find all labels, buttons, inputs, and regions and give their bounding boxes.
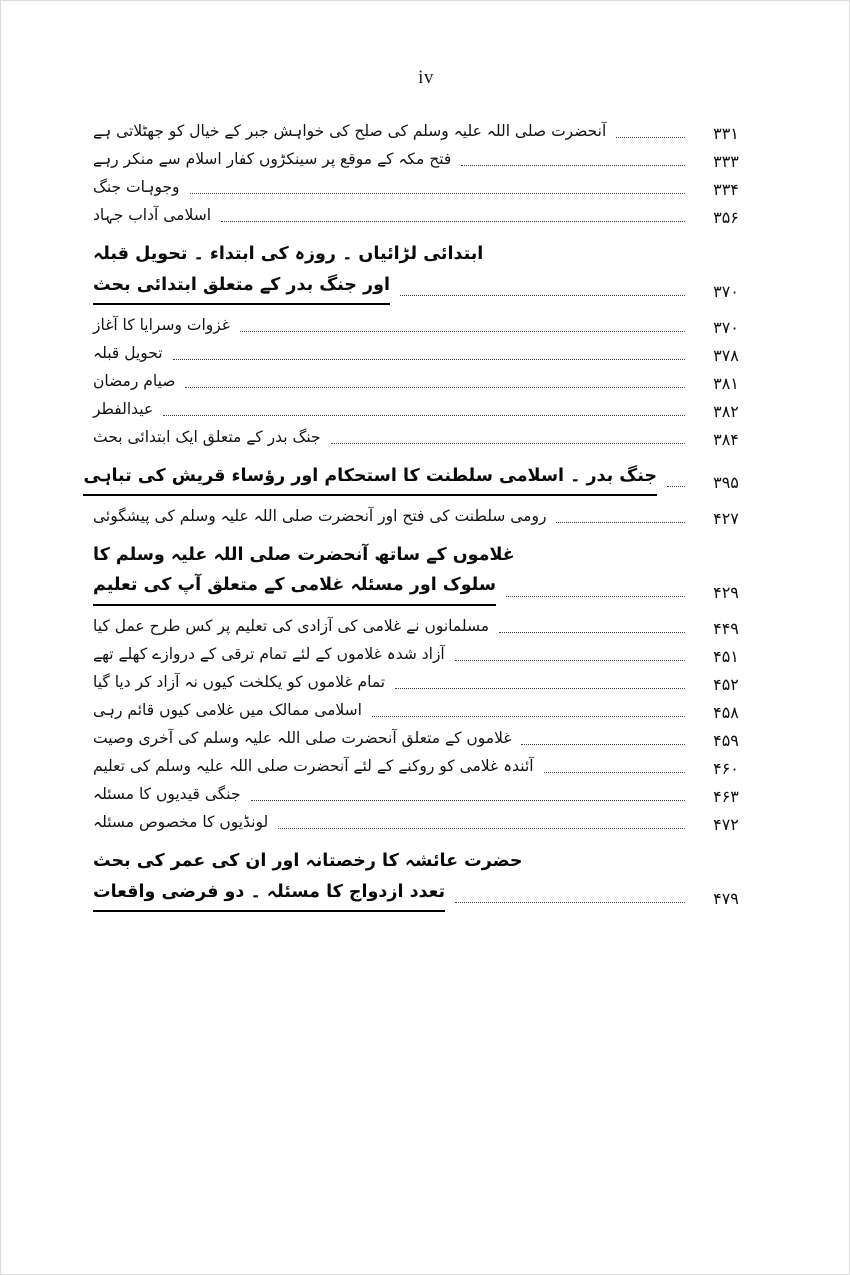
toc-heading-page-number: ۴۲۹ [713, 582, 739, 602]
toc-heading-text: اور جنگ بدر کے متعلق ابتدائی بحث [93, 270, 390, 305]
dot-leader [455, 901, 685, 903]
toc-entry-page-number: ۴۴۹ [713, 618, 739, 638]
toc-heading-line-2 [93, 570, 757, 605]
dot-leader [240, 330, 685, 332]
toc-heading-text: جنگ بدر ۔ اسلامی سلطنت کا استحکام اور رؤساء قریش کی تباہی [83, 461, 657, 496]
toc-entry-page-number: ۴۶۳ [713, 787, 739, 807]
toc-entry-title: غزوات وسرایا کا آغاز [93, 315, 230, 334]
toc-entry-title: اسلامی ممالک میں غلامی کیوں قائم رہی [93, 700, 362, 719]
toc-entry-title: فتح مکہ کے موقع پر سینکڑوں کفار اسلام سے منکر رہے [93, 150, 452, 169]
toc-entry-title: لونڈیوں کا مخصوص مسئلہ [93, 813, 269, 832]
toc-entry-page-number: ۴۷۲ [713, 815, 739, 835]
toc-entry-title: آنحضرت صلی اللہ علیہ وسلم کی صلح کی خواہش جبر کے خیال کو جھٹلاتی ہے [93, 122, 607, 140]
dot-leader [616, 136, 685, 138]
toc-entry-row[interactable] [93, 397, 757, 423]
toc-entry-row[interactable] [93, 670, 757, 696]
toc-entry-row[interactable] [93, 642, 757, 668]
toc-entry-title: وجوہات جنگ [93, 178, 180, 197]
toc-entry-page-number: ۴۵۹ [713, 731, 739, 751]
toc-entry-page-number: ۳۸۱ [713, 373, 739, 393]
dot-leader [221, 220, 685, 222]
toc-entry-row[interactable] [93, 614, 757, 640]
toc-entry-row[interactable] [93, 754, 757, 780]
toc-entry-page-number: ۳۸۴ [713, 430, 739, 450]
toc-entry-title: مسلمانوں نے غلامی کی آزادی کی تعلیم پر کس طرح عمل کیا [93, 616, 490, 635]
toc-entry-title: اسلامی آداب جہاد [93, 206, 212, 225]
toc-entry-title: تحویل قبلہ [93, 343, 163, 362]
toc-entry-title: تمام غلاموں کو یکلخت کیوں نہ آزاد کر دیا گیا [93, 672, 386, 691]
toc-entry-row[interactable] [93, 313, 757, 339]
toc-heading-line-2 [93, 877, 757, 912]
toc-heading-page-number: ۴۷۹ [713, 888, 739, 908]
dot-leader [251, 799, 685, 801]
toc-section-heading[interactable] [93, 239, 757, 304]
dot-leader [331, 442, 685, 444]
toc-entry-page-number: ۳۳۱ [713, 124, 739, 144]
toc-heading-line-2 [83, 461, 757, 496]
toc-entry-row[interactable] [93, 119, 757, 145]
dot-leader [506, 595, 685, 597]
page-folio-number: iv [418, 67, 434, 88]
toc-entry-page-number: ۳۷۸ [713, 345, 739, 365]
dot-leader [190, 192, 685, 194]
toc-entry-title: جنگ بدر کے متعلق ایک ابتدائی بحث [93, 428, 321, 447]
toc-heading-page-number: ۳۷۰ [713, 281, 739, 301]
toc-heading-line-1 [31, 540, 757, 570]
dot-leader [400, 294, 685, 296]
toc-entry-page-number: ۳۵۶ [713, 208, 739, 228]
dot-leader [544, 771, 685, 773]
toc-entry-title: غلاموں کے متعلق آنحضرت صلی اللہ علیہ وسلم کی آخری وصیت [93, 729, 512, 747]
dot-leader [372, 715, 685, 717]
toc-entry-title: آئندہ غلامی کو روکنے کے لئے آنحضرت صلی اللہ علیہ وسلم کی تعلیم [93, 757, 534, 776]
toc-entry-page-number: ۳۳۳ [713, 152, 739, 172]
toc-entry-page-number: ۴۵۸ [713, 703, 739, 722]
toc-heading-text: حضرت عائشہ کا رخصتانہ اور ان کی عمر کی بحث [93, 851, 523, 872]
toc-entry-page-number: ۳۳۴ [713, 180, 739, 200]
toc-entry-row[interactable] [93, 175, 757, 201]
table-of-contents [83, 119, 757, 920]
toc-entry-row[interactable] [93, 425, 757, 451]
toc-section-heading[interactable] [93, 540, 757, 605]
toc-entry-row[interactable] [93, 203, 757, 229]
toc-entry-row[interactable] [93, 341, 757, 367]
toc-entry-page-number: ۳۷۰ [713, 317, 739, 337]
dot-leader [163, 414, 685, 416]
dot-leader [667, 485, 685, 487]
dot-leader [395, 687, 685, 689]
toc-entry-page-number: ۴۵۲ [713, 674, 739, 694]
toc-entry-title: رومی سلطنت کی فتح اور آنحضرت صلی اللہ علیہ وسلم کی پیشگوئی [93, 507, 547, 526]
toc-heading-line-1 [31, 239, 757, 269]
toc-heading-text: سلوک اور مسئلہ غلامی کے متعلق آپ کی تعلیم [93, 570, 496, 605]
toc-entry-page-number: ۴۵۱ [713, 646, 739, 666]
toc-entry-title: آزاد شدہ غلاموں کے لئے تمام ترقی کے دروازے کھلے تھے [93, 644, 445, 663]
toc-entry-row[interactable] [93, 782, 757, 808]
toc-heading-text: غلاموں کے ساتھ آنحضرت صلی اللہ علیہ وسلم کا [93, 545, 515, 566]
toc-entry-page-number: ۳۸۲ [713, 402, 739, 422]
dot-leader [521, 743, 685, 745]
toc-section-heading[interactable] [93, 846, 757, 911]
toc-entry-row[interactable] [93, 726, 757, 752]
toc-heading-page-number: ۳۹۵ [713, 473, 739, 493]
dot-leader [556, 521, 685, 523]
dot-leader [455, 659, 685, 661]
dot-leader [185, 386, 685, 388]
toc-heading-line-1 [31, 846, 757, 876]
toc-entry-page-number: ۴۶۰ [713, 759, 739, 779]
dot-leader [499, 631, 685, 633]
toc-entry-title: جنگی قیدیوں کا مسئلہ [93, 785, 241, 804]
toc-entry-title: صیام رمضان [93, 371, 176, 390]
toc-heading-text: ابتدائی لڑائیاں ۔ روزہ کی ابتداء ۔ تحویل قبلہ [93, 244, 484, 265]
toc-entry-title: عیدالفطر [93, 399, 154, 418]
dot-leader [278, 827, 685, 829]
toc-entry-row[interactable] [93, 698, 757, 724]
toc-heading-line-2 [93, 270, 757, 305]
toc-entry-row[interactable] [93, 369, 757, 395]
toc-entry-row[interactable] [93, 147, 757, 173]
toc-entry-row[interactable] [93, 504, 757, 530]
toc-entry-row[interactable] [93, 810, 757, 836]
toc-entry-page-number: ۴۲۷ [713, 509, 739, 529]
dot-leader [173, 358, 685, 360]
toc-section-heading[interactable] [83, 461, 757, 496]
dot-leader [461, 164, 685, 166]
toc-heading-text: تعدد ازدواج کا مسئلہ ۔ دو فرضی واقعات [93, 877, 445, 912]
